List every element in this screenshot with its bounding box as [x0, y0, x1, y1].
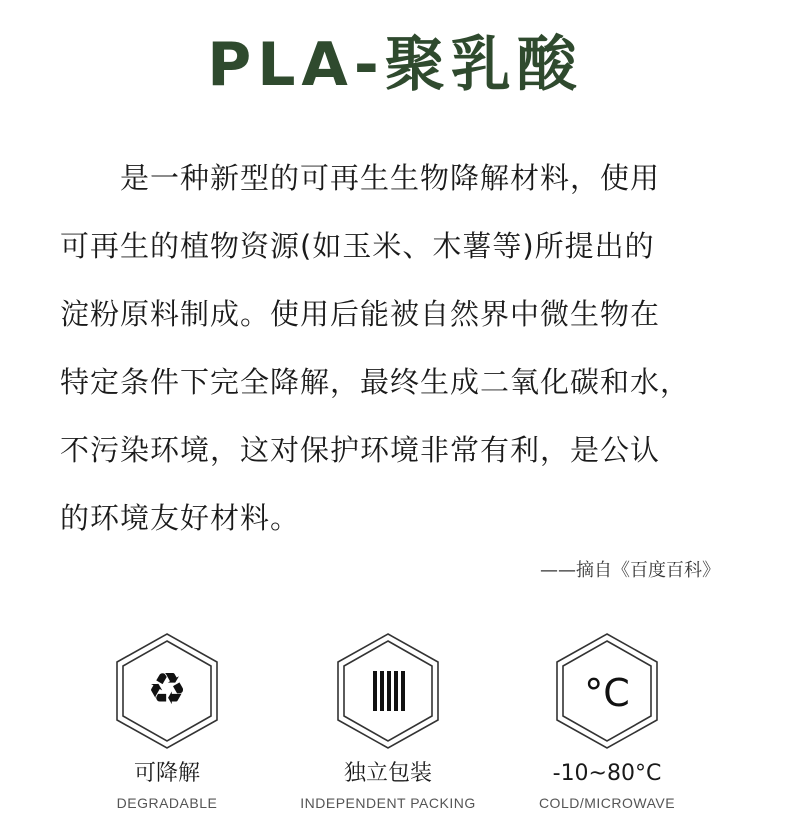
source-citation: ——摘自《百度百科》 — [540, 560, 720, 581]
feature-label-en: COLD/MICROWAVE — [538, 795, 676, 811]
feature-label-cn: 可降解 — [133, 761, 200, 786]
recycle-symbol: ♻ — [147, 664, 187, 715]
description-line-3: 淀粉原料制成。使用后能被自然界中微生物在 — [60, 297, 661, 331]
recycle-icon — [115, 632, 219, 750]
feature-label-cn: 独立包装 — [343, 761, 432, 786]
description-line-5: 不污染环境，这对保护环境非常有利，是公认 — [60, 433, 661, 467]
feature-degradable — [57, 632, 277, 822]
celsius-symbol: °C — [584, 671, 630, 715]
feature-label-en: INDEPENDENT PACKING — [300, 795, 476, 811]
feature-label-cn: -10~80°C — [552, 761, 662, 786]
celsius-icon — [555, 632, 659, 750]
description-line-1: 是一种新型的可再生生物降解材料，使用 — [120, 161, 661, 195]
feature-label-en: DEGRADABLE — [116, 795, 218, 811]
description-line-4: 特定条件下完全降解，最终生成二氧化碳和水， — [60, 365, 691, 399]
description-line-6: 的环境友好材料。 — [60, 501, 301, 535]
bars-icon — [336, 632, 440, 750]
feature-independent-packing — [278, 632, 498, 822]
feature-temperature — [497, 632, 717, 822]
description-line-2: 可再生的植物资源(如玉米、木薯等)所提出的 — [60, 229, 655, 263]
page-title: PLA-聚乳酸 — [207, 30, 583, 100]
